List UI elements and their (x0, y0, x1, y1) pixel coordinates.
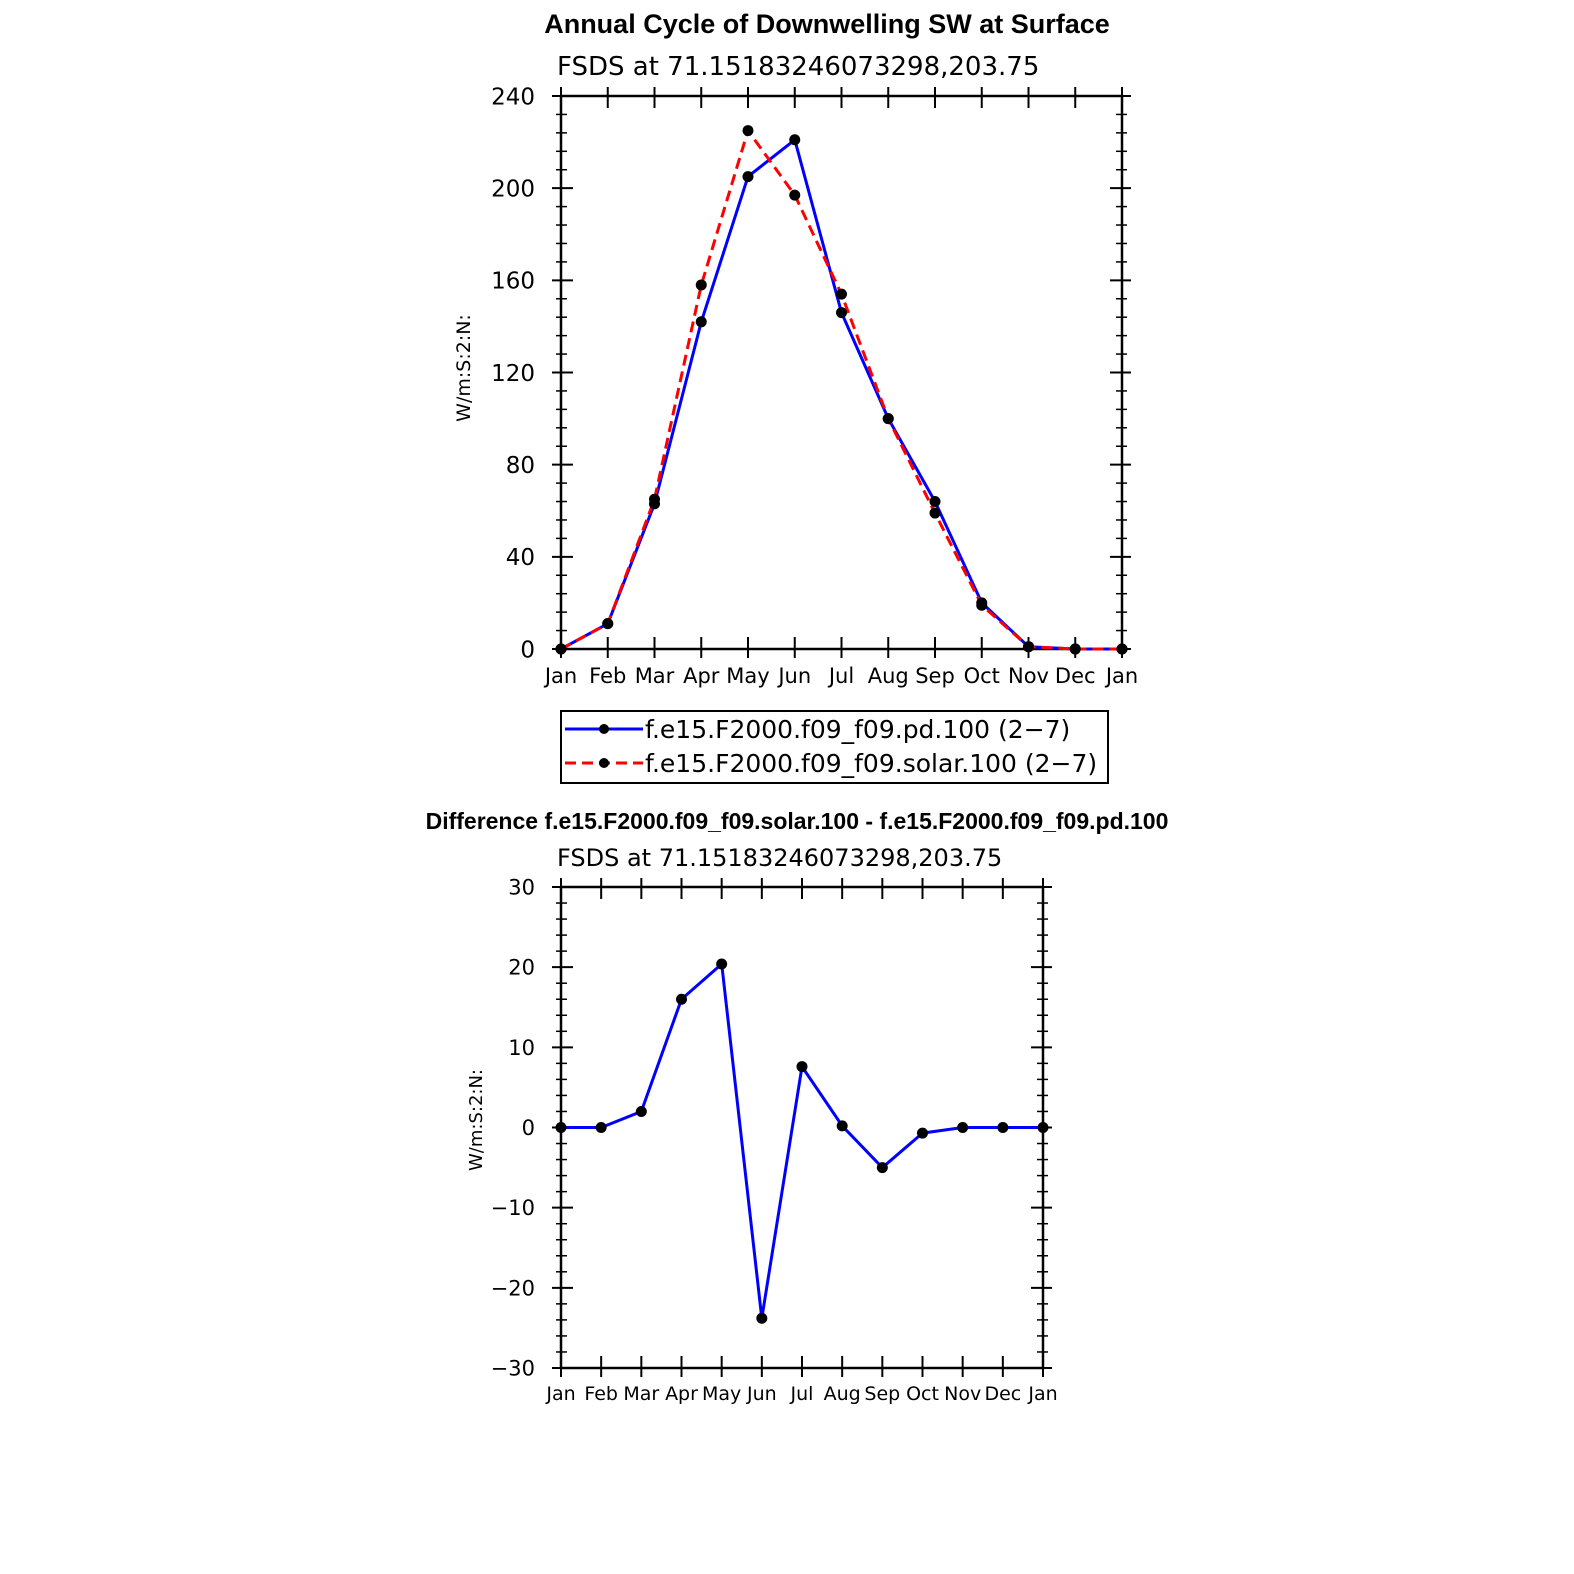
series-line-1 (561, 964, 1043, 1318)
data-point-series-2 (696, 279, 707, 290)
series-markers (556, 958, 1049, 1323)
data-point-series-1 (556, 1122, 567, 1133)
data-point-series-1 (997, 1122, 1008, 1133)
y-tick-label: 0 (520, 637, 535, 664)
data-point-series-1 (756, 1313, 767, 1324)
series-line-2 (561, 131, 1122, 649)
plot-area (561, 96, 1122, 649)
x-tick-label: May (702, 1383, 742, 1405)
x-tick-label: Dec (984, 1383, 1022, 1405)
x-tick-label: Mar (634, 664, 675, 688)
y-tick-label: 240 (491, 84, 535, 111)
y-tick-label: 0 (521, 1116, 535, 1141)
y-axis-label: W/m:S:2:N: (466, 1069, 487, 1171)
legend-marker-series-1 (599, 724, 609, 734)
data-point-series-1 (716, 958, 727, 969)
y-tick-label: −20 (490, 1276, 535, 1301)
series-markers (556, 125, 1128, 654)
data-point-series-2 (1117, 644, 1128, 655)
data-point-series-1 (877, 1162, 888, 1173)
y-tick-label: 10 (508, 1035, 535, 1060)
x-tick-label: Aug (823, 1383, 861, 1405)
data-point-series-1 (743, 171, 754, 182)
chart-subtitle: FSDS at 71.15183246073298,203.75 (557, 52, 1040, 82)
x-tick-label: Jan (1105, 664, 1139, 688)
y-tick-label: 200 (491, 176, 535, 203)
data-point-series-1 (696, 316, 707, 327)
x-tick-labels (545, 1383, 1057, 1405)
x-tick-label: Jul (828, 664, 855, 688)
series-lines (561, 131, 1122, 649)
x-tick-labels (543, 664, 1138, 688)
data-point-series-1 (676, 994, 687, 1005)
data-point-series-1 (836, 307, 847, 318)
y-tick-label: 20 (508, 955, 535, 980)
x-tick-label: Sep (915, 664, 955, 688)
data-point-series-1 (789, 134, 800, 145)
x-tick-label: Jun (746, 1383, 777, 1405)
y-axis-label: W/m:S:2:N: (453, 314, 475, 422)
y-tick-labels (491, 876, 535, 1381)
legend (561, 711, 1108, 783)
x-tick-label: Apr (665, 1383, 698, 1405)
chart-subtitle: FSDS at 71.15183246073298,203.75 (557, 844, 1003, 872)
y-tick-label: 120 (491, 360, 535, 387)
x-tick-label: Dec (1054, 664, 1096, 688)
data-point-series-1 (636, 1106, 647, 1117)
y-tick-labels (491, 84, 535, 663)
x-tick-label: Jan (1028, 1383, 1058, 1405)
y-tick-label: 30 (508, 875, 535, 900)
chart-title: Difference f.e15.F2000.f09_f09.solar.100 - f.e15.F2000.f09_f09.pd.100 (425, 808, 1169, 834)
data-point-series-1 (917, 1128, 928, 1139)
x-tick-label: Feb (589, 664, 627, 688)
x-tick-label: Apr (683, 664, 720, 688)
x-tick-label: Oct (906, 1383, 939, 1405)
x-tick-label: Jan (544, 664, 578, 688)
data-point-series-1 (837, 1120, 848, 1131)
series-lines (561, 964, 1043, 1318)
plot-frame (561, 96, 1122, 649)
data-point-series-2 (556, 644, 567, 655)
y-tick-label: −10 (490, 1196, 535, 1221)
data-point-series-1 (957, 1122, 968, 1133)
legend-label-series-2: f.e15.F2000.f09_f09.solar.100 (2−7) (645, 749, 1098, 778)
data-point-series-1 (596, 1122, 607, 1133)
data-point-series-1 (1038, 1122, 1049, 1133)
data-point-series-2 (602, 618, 613, 629)
x-tick-label: Aug (867, 664, 909, 688)
y-tick-label: 80 (505, 452, 535, 479)
y-tick-label: −30 (490, 1356, 535, 1381)
axis-ticks (552, 87, 1131, 658)
data-point-series-1 (797, 1061, 808, 1072)
legend-label-series-1: f.e15.F2000.f09_f09.pd.100 (2−7) (645, 715, 1071, 744)
data-point-series-2 (836, 289, 847, 300)
x-tick-label: Jul (790, 1383, 814, 1405)
data-point-series-2 (1023, 641, 1034, 652)
x-tick-label: Oct (963, 664, 1000, 688)
x-tick-label: Nov (944, 1383, 982, 1405)
series-line-1 (561, 140, 1122, 649)
data-point-series-2 (789, 190, 800, 201)
x-tick-label: Jan (546, 1383, 576, 1405)
x-tick-label: Sep (864, 1383, 901, 1405)
x-tick-label: May (726, 664, 770, 688)
x-tick-label: Mar (623, 1383, 660, 1405)
data-point-series-2 (883, 413, 894, 424)
x-tick-label: Jun (778, 664, 812, 688)
annual-cycle-panel (453, 9, 1138, 783)
data-point-series-2 (976, 600, 987, 611)
y-tick-label: 160 (491, 268, 535, 295)
data-point-series-2 (1070, 644, 1081, 655)
legend-marker-series-2 (599, 758, 609, 768)
data-point-series-2 (743, 125, 754, 136)
data-point-series-2 (930, 508, 941, 519)
data-point-series-2 (649, 494, 660, 505)
y-tick-label: 40 (505, 545, 535, 572)
chart-title: Annual Cycle of Downwelling SW at Surface (544, 9, 1110, 39)
x-tick-label: Feb (584, 1383, 618, 1405)
difference-panel (426, 808, 1169, 1405)
data-point-series-1 (930, 496, 941, 507)
x-tick-label: Nov (1008, 664, 1049, 688)
